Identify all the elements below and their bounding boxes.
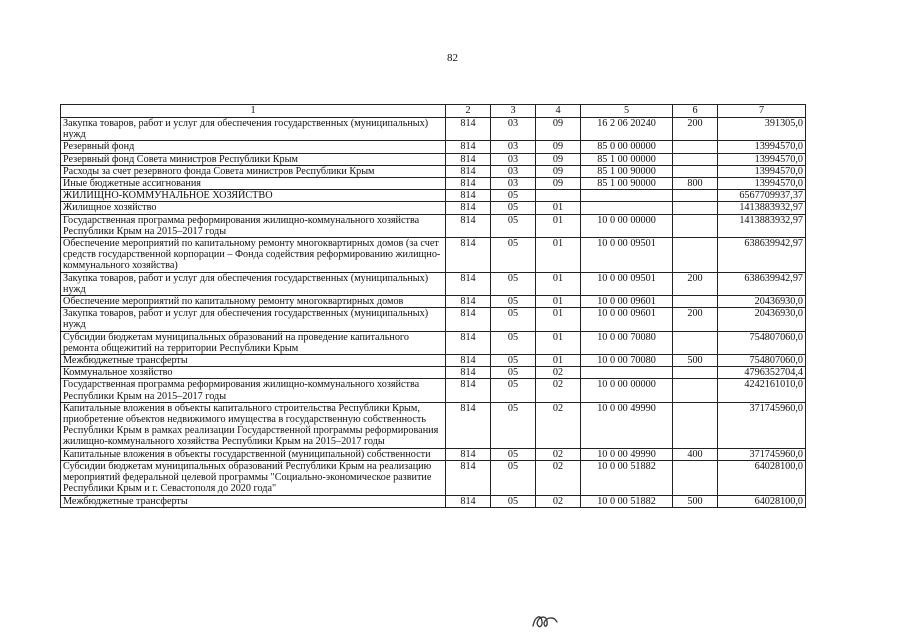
row-code-col6	[673, 214, 718, 237]
row-code-col3: 05	[491, 308, 536, 331]
row-code-col2: 814	[446, 214, 491, 237]
row-code-col6	[673, 460, 718, 495]
row-amount: 4242161010,0	[718, 379, 806, 402]
row-code-col3: 05	[491, 460, 536, 495]
table-row	[61, 402, 806, 448]
row-code-col3: 05	[491, 214, 536, 237]
row-code-col3: 03	[491, 118, 536, 141]
row-amount: 4796352704,4	[718, 367, 806, 379]
row-code-col2: 814	[446, 118, 491, 141]
header-col-7: 7	[718, 105, 806, 118]
row-code-col5: 85 1 00 00000	[581, 153, 673, 165]
row-description: Обеспечение мероприятий по капитальному ремонту многоквартирных домов	[61, 296, 446, 308]
row-description: ЖИЛИЩНО-КОММУНАЛЬНОЕ ХОЗЯЙСТВО	[61, 190, 446, 202]
row-code-col4: 09	[536, 118, 581, 141]
row-code-col5: 10 0 00 00000	[581, 379, 673, 402]
row-code-col5: 10 0 00 09501	[581, 272, 673, 295]
row-code-col4: 02	[536, 448, 581, 460]
row-code-col6	[673, 331, 718, 354]
row-code-col3: 05	[491, 272, 536, 295]
table-row	[61, 460, 806, 495]
table-row	[61, 448, 806, 460]
row-code-col5: 10 0 00 49990	[581, 448, 673, 460]
row-code-col5	[581, 367, 673, 379]
table-row	[61, 308, 806, 331]
table-row	[61, 214, 806, 237]
row-code-col4: 02	[536, 367, 581, 379]
row-code-col3: 03	[491, 165, 536, 177]
row-description: Капитальные вложения в объекты капитального строительства Республики Крым, приобретение объектов недвижимого имущества в государственную собственность Республики Крым в рамках реализации Государственной программы реформирования жилищно-коммунального хозяйства Республики Крым на 2015–2017 годы	[61, 402, 446, 448]
row-code-col4: 02	[536, 495, 581, 507]
row-code-col6: 200	[673, 308, 718, 331]
row-code-col2: 814	[446, 190, 491, 202]
row-amount: 371745960,0	[718, 402, 806, 448]
row-code-col5: 85 1 00 90000	[581, 178, 673, 190]
header-col-6: 6	[673, 105, 718, 118]
row-description: Субсидии бюджетам муниципальных образований на проведение капитального ремонта общежитий на территории Республики Крым	[61, 331, 446, 354]
row-description: Расходы за счет резервного фонда Совета министров Республики Крым	[61, 165, 446, 177]
row-code-col4: 01	[536, 238, 581, 273]
row-code-col4: 09	[536, 165, 581, 177]
row-amount: 13994570,0	[718, 153, 806, 165]
header-col-5: 5	[581, 105, 673, 118]
row-code-col6	[673, 165, 718, 177]
row-code-col5: 10 0 00 00000	[581, 214, 673, 237]
row-amount: 13994570,0	[718, 141, 806, 153]
row-code-col6	[673, 367, 718, 379]
table-row	[61, 296, 806, 308]
row-code-col4: 09	[536, 178, 581, 190]
table-row	[61, 331, 806, 354]
table-row	[61, 367, 806, 379]
row-description: Субсидии бюджетам муниципальных образований Республики Крым на реализацию мероприятий федеральной целевой программы "Социально-экономическое развитие Республики Крым и г. Севастополя до 2020 года"	[61, 460, 446, 495]
row-code-col3: 05	[491, 190, 536, 202]
table-row	[61, 165, 806, 177]
table-row	[61, 495, 806, 507]
row-description: Межбюджетные трансферты	[61, 495, 446, 507]
row-amount: 13994570,0	[718, 165, 806, 177]
row-code-col4: 09	[536, 153, 581, 165]
row-code-col5	[581, 202, 673, 214]
row-amount: 20436930,0	[718, 296, 806, 308]
row-code-col6	[673, 202, 718, 214]
row-code-col6	[673, 379, 718, 402]
row-code-col2: 814	[446, 238, 491, 273]
row-code-col5: 85 0 00 00000	[581, 141, 673, 153]
row-code-col3: 05	[491, 238, 536, 273]
row-code-col3: 05	[491, 202, 536, 214]
row-amount: 754807060,0	[718, 355, 806, 367]
page-number: 82	[447, 52, 458, 64]
row-code-col2: 814	[446, 448, 491, 460]
row-code-col5: 10 0 00 51882	[581, 495, 673, 507]
row-code-col4: 01	[536, 272, 581, 295]
row-code-col2: 814	[446, 379, 491, 402]
row-code-col4: 01	[536, 355, 581, 367]
row-code-col4: 01	[536, 331, 581, 354]
table-header	[61, 105, 806, 118]
row-code-col5: 10 0 00 70080	[581, 331, 673, 354]
row-description: Жилищное хозяйство	[61, 202, 446, 214]
row-code-col2: 814	[446, 460, 491, 495]
row-code-col2: 814	[446, 202, 491, 214]
row-code-col3: 05	[491, 355, 536, 367]
row-code-col4	[536, 190, 581, 202]
row-description: Межбюджетные трансферты	[61, 355, 446, 367]
table-row	[61, 118, 806, 141]
row-code-col2: 814	[446, 355, 491, 367]
row-code-col4: 02	[536, 402, 581, 448]
row-code-col4: 02	[536, 460, 581, 495]
row-amount: 638639942,97	[718, 272, 806, 295]
row-description: Резервный фонд	[61, 141, 446, 153]
row-description: Коммунальное хозяйство	[61, 367, 446, 379]
row-amount: 371745960,0	[718, 448, 806, 460]
row-code-col3: 05	[491, 379, 536, 402]
table-row	[61, 355, 806, 367]
row-description: Обеспечение мероприятий по капитальному ремонту многоквартирных домов (за счет средств государственной корпорации – Фонда содействия реформированию жилищно-коммунального хозяйства)	[61, 238, 446, 273]
row-code-col3: 05	[491, 331, 536, 354]
row-description: Государственная программа реформирования жилищно-коммунального хозяйства Республики Крым на 2015–2017 годы	[61, 379, 446, 402]
row-description: Резервный фонд Совета министров Республики Крым	[61, 153, 446, 165]
row-code-col2: 814	[446, 495, 491, 507]
row-code-col4: 01	[536, 308, 581, 331]
row-code-col3: 03	[491, 178, 536, 190]
row-code-col3: 03	[491, 141, 536, 153]
row-code-col3: 05	[491, 402, 536, 448]
table-row	[61, 272, 806, 295]
row-code-col5: 10 0 00 70080	[581, 355, 673, 367]
row-amount: 754807060,0	[718, 331, 806, 354]
row-code-col6: 200	[673, 118, 718, 141]
header-col-2: 2	[446, 105, 491, 118]
table-body	[61, 118, 806, 508]
row-code-col4: 01	[536, 214, 581, 237]
row-code-col6	[673, 190, 718, 202]
row-code-col6	[673, 296, 718, 308]
row-code-col2: 814	[446, 367, 491, 379]
header-col-3: 3	[491, 105, 536, 118]
row-description: Капитальные вложения в объекты государственной (муниципальной) собственности	[61, 448, 446, 460]
row-amount: 20436930,0	[718, 308, 806, 331]
row-code-col3: 05	[491, 296, 536, 308]
row-code-col4: 02	[536, 379, 581, 402]
row-description: Закупка товаров, работ и услуг для обеспечения государственных (муниципальных) нужд	[61, 272, 446, 295]
row-code-col6: 400	[673, 448, 718, 460]
row-code-col5: 10 0 00 51882	[581, 460, 673, 495]
row-code-col6	[673, 153, 718, 165]
table-row	[61, 153, 806, 165]
row-code-col3: 03	[491, 153, 536, 165]
table-row	[61, 190, 806, 202]
row-code-col4: 09	[536, 141, 581, 153]
row-code-col2: 814	[446, 141, 491, 153]
row-description: Закупка товаров, работ и услуг для обеспечения государственных (муниципальных) нужд	[61, 308, 446, 331]
row-code-col5	[581, 190, 673, 202]
row-code-col6: 800	[673, 178, 718, 190]
budget-table	[60, 104, 806, 508]
row-amount: 1413883932,97	[718, 214, 806, 237]
row-description: Закупка товаров, работ и услуг для обеспечения государственных (муниципальных) нужд	[61, 118, 446, 141]
row-code-col5: 16 2 06 20240	[581, 118, 673, 141]
table-row	[61, 178, 806, 190]
row-amount: 64028100,0	[718, 460, 806, 495]
row-code-col5: 10 0 00 09601	[581, 296, 673, 308]
header-row	[61, 105, 806, 118]
row-code-col6	[673, 402, 718, 448]
handwritten-mark-icon	[530, 610, 560, 632]
row-amount: 64028100,0	[718, 495, 806, 507]
row-code-col2: 814	[446, 272, 491, 295]
row-code-col3: 05	[491, 495, 536, 507]
row-code-col6	[673, 238, 718, 273]
row-amount: 6567709937,37	[718, 190, 806, 202]
header-col-4: 4	[536, 105, 581, 118]
row-code-col5: 10 0 00 49990	[581, 402, 673, 448]
row-amount: 638639942,97	[718, 238, 806, 273]
row-code-col2: 814	[446, 165, 491, 177]
row-code-col6: 200	[673, 272, 718, 295]
row-amount: 1413883932,97	[718, 202, 806, 214]
row-amount: 13994570,0	[718, 178, 806, 190]
row-code-col5: 10 0 00 09601	[581, 308, 673, 331]
row-description: Иные бюджетные ассигнования	[61, 178, 446, 190]
row-description: Государственная программа реформирования жилищно-коммунального хозяйства Республики Крым на 2015–2017 годы	[61, 214, 446, 237]
table-row	[61, 238, 806, 273]
row-amount: 391305,0	[718, 118, 806, 141]
row-code-col3: 05	[491, 367, 536, 379]
row-code-col3: 05	[491, 448, 536, 460]
row-code-col2: 814	[446, 296, 491, 308]
table-row	[61, 379, 806, 402]
row-code-col2: 814	[446, 308, 491, 331]
table-row	[61, 202, 806, 214]
row-code-col2: 814	[446, 402, 491, 448]
row-code-col2: 814	[446, 153, 491, 165]
table-row	[61, 141, 806, 153]
row-code-col4: 01	[536, 296, 581, 308]
row-code-col4: 01	[536, 202, 581, 214]
header-col-1: 1	[61, 105, 446, 118]
row-code-col5: 10 0 00 09501	[581, 238, 673, 273]
row-code-col6: 500	[673, 355, 718, 367]
row-code-col6: 500	[673, 495, 718, 507]
row-code-col2: 814	[446, 178, 491, 190]
row-code-col6	[673, 141, 718, 153]
row-code-col5: 85 1 00 90000	[581, 165, 673, 177]
row-code-col2: 814	[446, 331, 491, 354]
